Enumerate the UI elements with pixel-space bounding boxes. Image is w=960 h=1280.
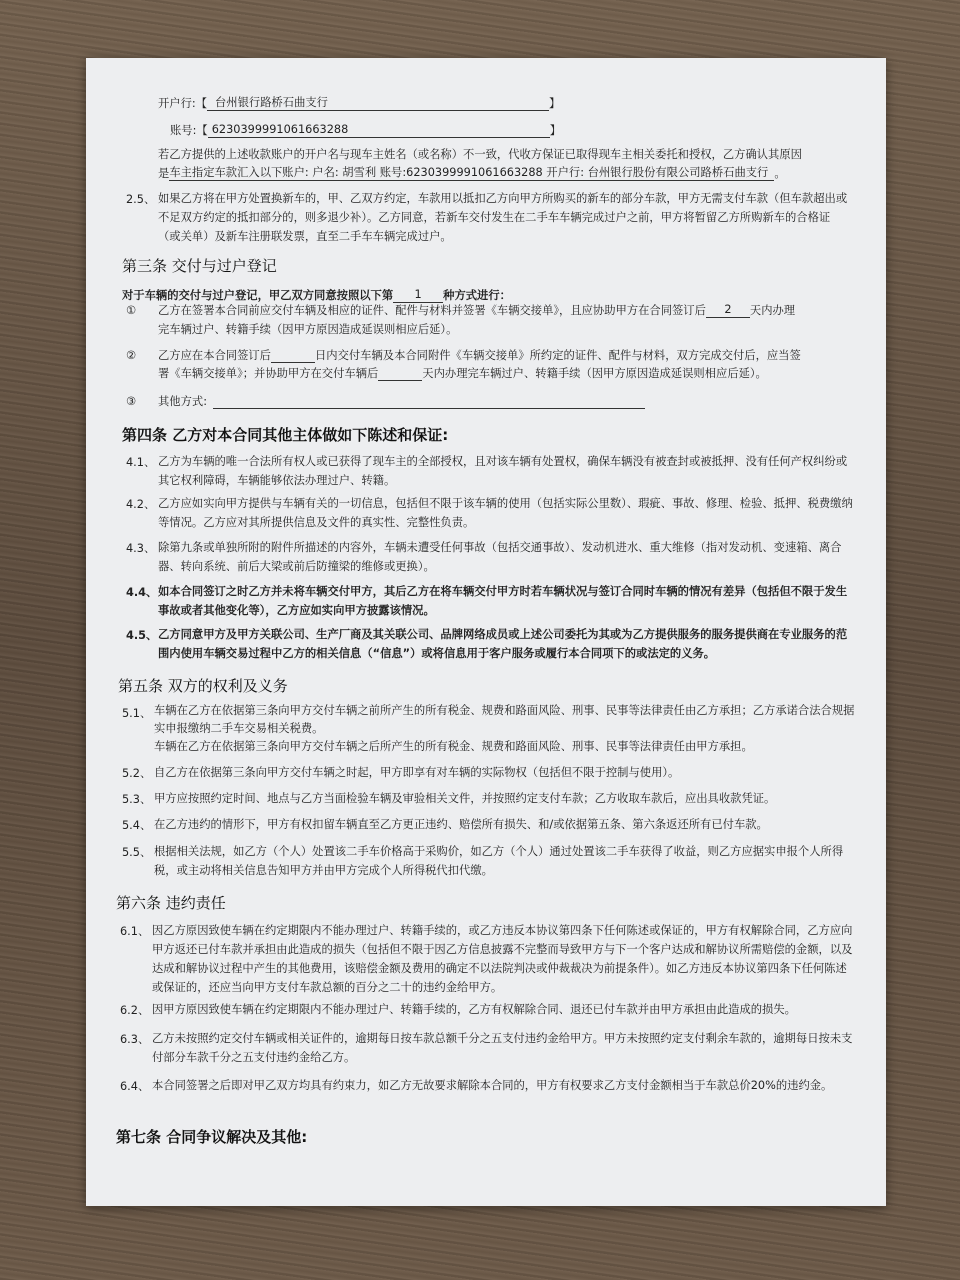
article-7-title: 第七条 合同争议解决及其他: (116, 1128, 308, 1146)
notice-recipient: 车主指定车款汇入以下账户: 户名: 胡雪利 账号:6230399991061663288 开户行: 台州银行股份有限公司路桥石曲支行 (169, 166, 774, 181)
bank-label: 开户行:【 (158, 97, 207, 110)
clause-4-2-num: 4.2、 (126, 498, 156, 511)
clause-5-2-text: 自乙方在依据第三条向甲方交付车辆之时起，甲方即享有对车辆的实际物权（包括但不限于控制与使用）。 (154, 766, 680, 779)
clause-4-1-text: 乙方为车辆的唯一合法所有权人或已获得了现车主的全部授权，且对该车辆有处置权，确保车辆没有被查封或被抵押、没有任何产权纠纷或其它权利障碍，车辆能够依法办理过户、转籍。 (158, 455, 848, 487)
option-2-text-d: 天内办理完车辆过户、转籍手续（因甲方原因造成延误则相应后延）。 (422, 367, 767, 380)
clause-6-4-text: 本合同签署之后即对甲乙双方均具有约束力，如乙方无故要求解除本合同的，甲方有权要求乙方支付金额相当于车款总价20%的违约金。 (152, 1079, 833, 1092)
account-no: 6230399991061663288 (211, 123, 349, 136)
clause-5-3-text: 甲方应按照约定时间、地点与乙方当面检验车辆及审验相关文件，并按照约定支付车款；乙方收取车款后，应出具收款凭证。 (154, 792, 776, 805)
clause-5-4-num: 5.4、 (122, 819, 152, 832)
clause-6-3-num: 6.3、 (120, 1033, 150, 1046)
account-row (170, 123, 886, 138)
option-2-text-c: 署《车辆交接单》；并协助甲方在交付车辆后 (158, 367, 379, 380)
notice-line2-prefix: 是 (158, 167, 170, 180)
clause-4-3-num: 4.3、 (126, 542, 156, 555)
clause-2-5-num: 2.5、 (126, 193, 156, 206)
notice-line2-end: 。 (774, 167, 786, 180)
option-2-line2 (158, 366, 886, 381)
article-3-intro (122, 288, 886, 303)
clause-5-1-num: 5.1、 (122, 707, 152, 720)
bank-name: 台州银行路桥石曲支行 (215, 96, 328, 109)
article-3-choice: 1 (393, 288, 443, 303)
option-2-days2-blank (378, 366, 422, 381)
article-3-intro-text: 对于车辆的交付与过户登记，甲乙双方同意按照以下第 (122, 289, 394, 302)
notice-line1: 若乙方提供的上述收款账户的开户名与现车主姓名（或名称）不一致，代收方保证已取得现车主相关委托和授权，乙方确认其原因 (158, 148, 802, 161)
clause-6-2-num: 6.2、 (120, 1004, 150, 1017)
clause-4-5-num: 4.5、 (126, 629, 158, 642)
article-3-title: 第三条 交付与过户登记 (122, 257, 277, 275)
article-4-title: 第四条 乙方对本合同其他主体做如下陈述和保证: (122, 426, 449, 444)
clause-4-1-num: 4.1、 (126, 456, 156, 469)
option-3-label: 其他方式: (158, 395, 207, 408)
article-3-intro-end: 种方式进行： (443, 289, 511, 302)
clause-4-5-text: 乙方同意甲方及甲方关联公司、生产厂商及其关联公司、品牌网络成员或上述公司委托为其或为乙方提供服务的服务提供商在专业服务的范围内使用车辆交易过程中乙方的相关信息（“信息”）或将信息用于客户服务或履行本合同项下的或法定的义务。 (158, 628, 848, 660)
account-close-bracket: 】 (549, 124, 562, 137)
clause-6-1-num: 6.1、 (120, 925, 150, 938)
option-1-text-end: 天内办理 (749, 304, 796, 317)
clause-5-2-num: 5.2、 (122, 767, 152, 780)
option-1-text: 乙方在签署本合同前应交付车辆及相应的证件、配件与材料并签署《车辆交接单》，且应协助甲方在合同签订后 (158, 304, 706, 317)
clause-4-2-text: 乙方应如实向甲方提供与车辆有关的一切信息，包括但不限于该车辆的使用（包括实际公里数）、瑕疵、事故、修理、检验、抵押、税费缴纳等情况。乙方应对其所提供信息及文件的真实性、完整性负责。 (158, 497, 853, 529)
option-2-line1 (158, 348, 886, 363)
option-2-text-b: 日内交付车辆及本合同附件《车辆交接单》所约定的证件、配件与材料，双方完成交付后，应当签 (314, 349, 801, 362)
clause-5-4-text: 在乙方违约的情形下，甲方有权扣留车辆直至乙方更正违约、赔偿所有损失、和/或依据第五条、第六条返还所有已付车款。 (154, 818, 768, 831)
clause-6-3-text: 乙方未按照约定交付车辆或相关证件的，逾期每日按车款总额千分之五支付违约金给甲方。甲方未按照约定支付剩余车款的，逾期每日按未支付部分车款千分之五支付违约金给乙方。 (152, 1032, 853, 1064)
bank-name-field (207, 96, 549, 111)
bank-row (158, 96, 886, 111)
clause-4-3-text: 除第九条或单独所附的附件所描述的内容外，车辆未遭受任何事故（包括交通事故）、发动机进水、重大维修（指对发动机、变速箱、离合器、转向系统、前后大梁或前后防撞梁的维修或更换）。 (158, 541, 842, 573)
option-1-line1 (158, 303, 886, 318)
clause-4-4-text: 如本合同签订之时乙方并未将车辆交付甲方，其后乙方在将车辆交付甲方时若车辆状况与签订合同时车辆的情况有差异（包括但不限于发生事故或者其他变化等），乙方应如实向甲方披露该情况。 (158, 585, 848, 617)
option-1-num: ① (126, 304, 137, 317)
account-label: 账号:【 (170, 124, 208, 137)
option-1-line2: 完车辆过户、转籍手续（因甲方原因造成延误则相应后延）。 (158, 323, 458, 336)
notice-line2 (158, 166, 886, 181)
bank-close-bracket: 】 (549, 97, 561, 110)
clause-6-4-num: 6.4、 (120, 1080, 150, 1093)
option-2-days-blank (271, 348, 315, 363)
article-5-title: 第五条 双方的权利及义务 (118, 677, 288, 695)
option-2-text-a: 乙方应在本合同签订后 (158, 349, 271, 362)
clause-5-5-num: 5.5、 (122, 846, 152, 859)
option-1-days: 2 (706, 303, 750, 318)
account-field (208, 123, 550, 138)
clause-6-2-text: 因甲方原因致使车辆在约定期限内不能办理过户、转籍手续的，乙方有权解除合同、退还已付车款并由甲方承担由此造成的损失。 (152, 1003, 796, 1016)
option-3-blank (213, 394, 645, 409)
option-3-line (158, 394, 886, 409)
clause-5-5-text: 根据相关法规，如乙方（个人）处置该二手车价格高于采购价，如乙方（个人）通过处置该二手车获得了收益，则乙方应据实申报个人所得税，或主动将相关信息告知甲方并由甲方完成个人所得税代扣代缴。 (154, 845, 844, 877)
contract-page (86, 58, 886, 1206)
option-2-num: ② (126, 349, 137, 362)
clause-5-1-text-b: 车辆在乙方在依据第三条向甲方交付车辆之后所产生的所有税金、规费和路面风险、刑事、民事等法律责任由甲方承担。 (154, 740, 753, 753)
clause-4-4-num: 4.4、 (126, 586, 158, 599)
clause-5-1-text: 车辆在乙方在依据第三条向甲方交付车辆之前所产生的所有税金、规费和路面风险、刑事、民事等法律责任由乙方承担；乙方承诺合法合规据实申报缴纳二手车交易相关税费。 (154, 704, 855, 735)
clause-2-5-text: 如果乙方将在甲方处置换新车的，甲、乙双方约定，车款用以抵扣乙方向甲方所购买的新车的部分车款，甲方无需支付车款（但车款超出或不足双方约定的抵扣部分的，则多退少补）。乙方同意，若新车交付发生在二手车车辆完成过户之前，甲方将暂留乙方所购新车的合格证（或关单）及新车注册联发票，直至二手车车辆完成过户。 (158, 192, 848, 243)
clause-6-1-text: 因乙方原因致使车辆在约定期限内不能办理过户、转籍手续的，或乙方违反本协议第四条下任何陈述或保证的，甲方有权解除合同，乙方应向甲方返还已付车款并承担由此造成的损失（包括但不限于因乙方信息披露不完整而导致甲方与下一个客户达成和解协议所需赔偿的金额，以及达成和解协议过程中产生的其他费用，该赔偿金额及费用的确定不以法院判决或仲裁裁决为前提条件）。如乙方违反本协议第四条下任何陈述或保证的，还应当向甲方支付车款总额的百分之二十的违约金给甲方。 (152, 924, 853, 994)
option-3-num: ③ (126, 395, 137, 408)
article-6-title: 第六条 违约责任 (116, 894, 226, 912)
clause-5-3-num: 5.3、 (122, 793, 152, 806)
